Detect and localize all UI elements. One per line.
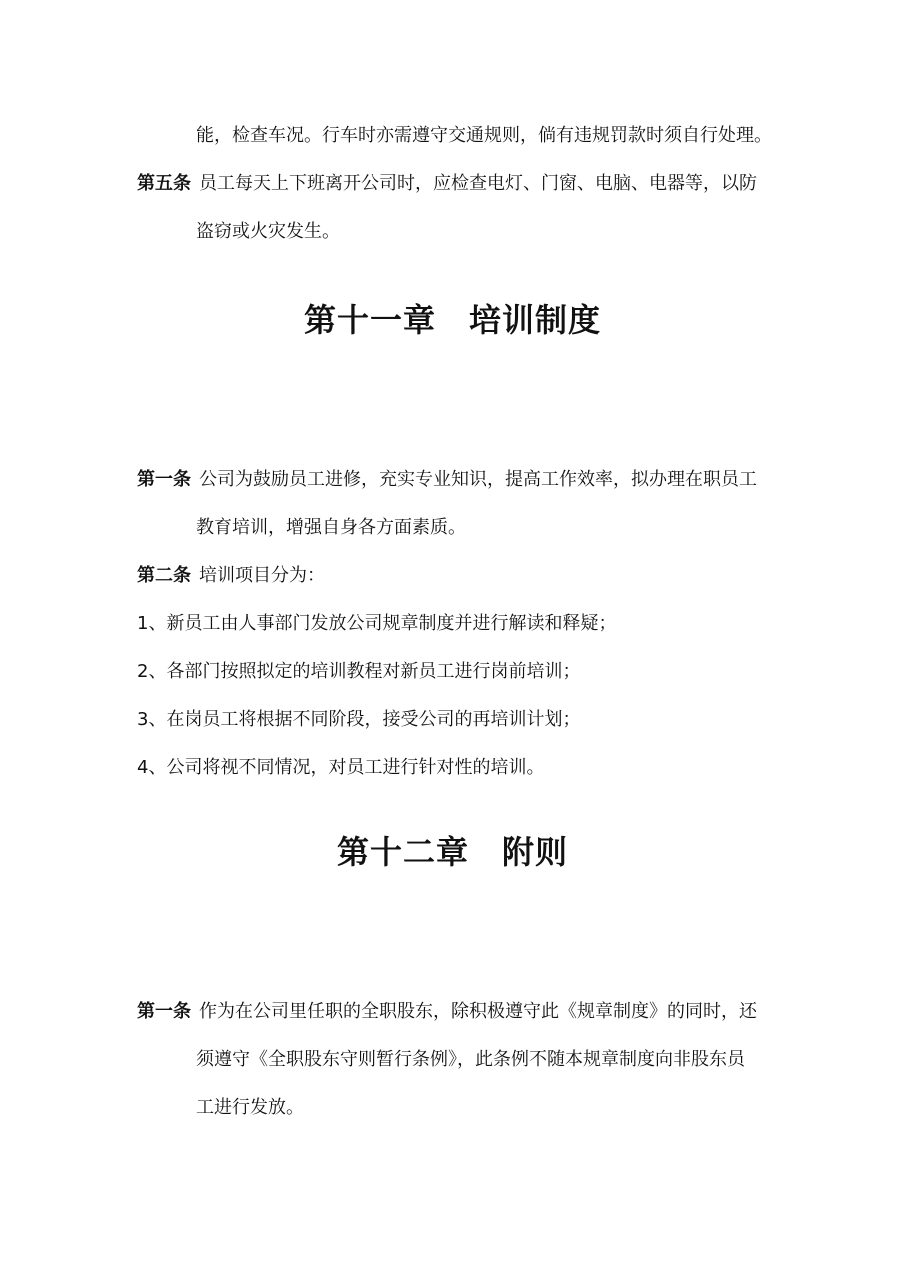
list-item: 2、各部门按照拟定的培训教程对新员工进行岗前培训； xyxy=(137,661,581,682)
chapter-11-article-1 xyxy=(137,468,757,492)
article-5-continuation: 盗窃或火灾发生。 xyxy=(196,221,340,242)
article-5 xyxy=(137,172,757,196)
list-item: 3、在岗员工将根据不同阶段，接受公司的再培训计划； xyxy=(137,709,581,730)
article-label: 第二条 xyxy=(137,565,191,586)
list-item: 1、新员工由人事部门发放公司规章制度并进行解读和释疑； xyxy=(137,613,617,634)
list-item: 4、公司将视不同情况，对员工进行针对性的培训。 xyxy=(137,757,545,778)
article-label: 第一条 xyxy=(137,1001,191,1022)
chapter-12-title: 第十二章 附则 xyxy=(336,833,568,871)
chapter-11-article-1-continuation: 教育培训，增强自身各方面素质。 xyxy=(196,517,466,538)
chapter-12-article-1 xyxy=(137,1000,757,1024)
chapter-11-title: 第十一章 培训制度 xyxy=(303,301,601,339)
article-text: 培训项目分为： xyxy=(199,565,325,586)
article-text: 公司为鼓励员工进修，充实专业知识，提高工作效率，拟办理在职员工 xyxy=(199,469,757,490)
article-text: 作为在公司里任职的全职股东，除积极遵守此《规章制度》的同时，还 xyxy=(199,1001,757,1022)
article-label: 第五条 xyxy=(137,173,191,194)
article-label: 第一条 xyxy=(137,469,191,490)
paragraph-continuation: 能，检查车况。行车时亦需遵守交通规则，倘有违规罚款时须自行处理。 xyxy=(196,125,772,146)
article-text: 员工每天上下班离开公司时，应检查电灯、门窗、电脑、电器等，以防 xyxy=(199,173,757,194)
chapter-12-article-1-continuation: 工进行发放。 xyxy=(196,1097,304,1118)
chapter-12-article-1-continuation: 须遵守《全职股东守则暂行条例》，此条例不随本规章制度向非股东员 xyxy=(196,1049,745,1070)
chapter-11-article-2 xyxy=(137,564,325,588)
